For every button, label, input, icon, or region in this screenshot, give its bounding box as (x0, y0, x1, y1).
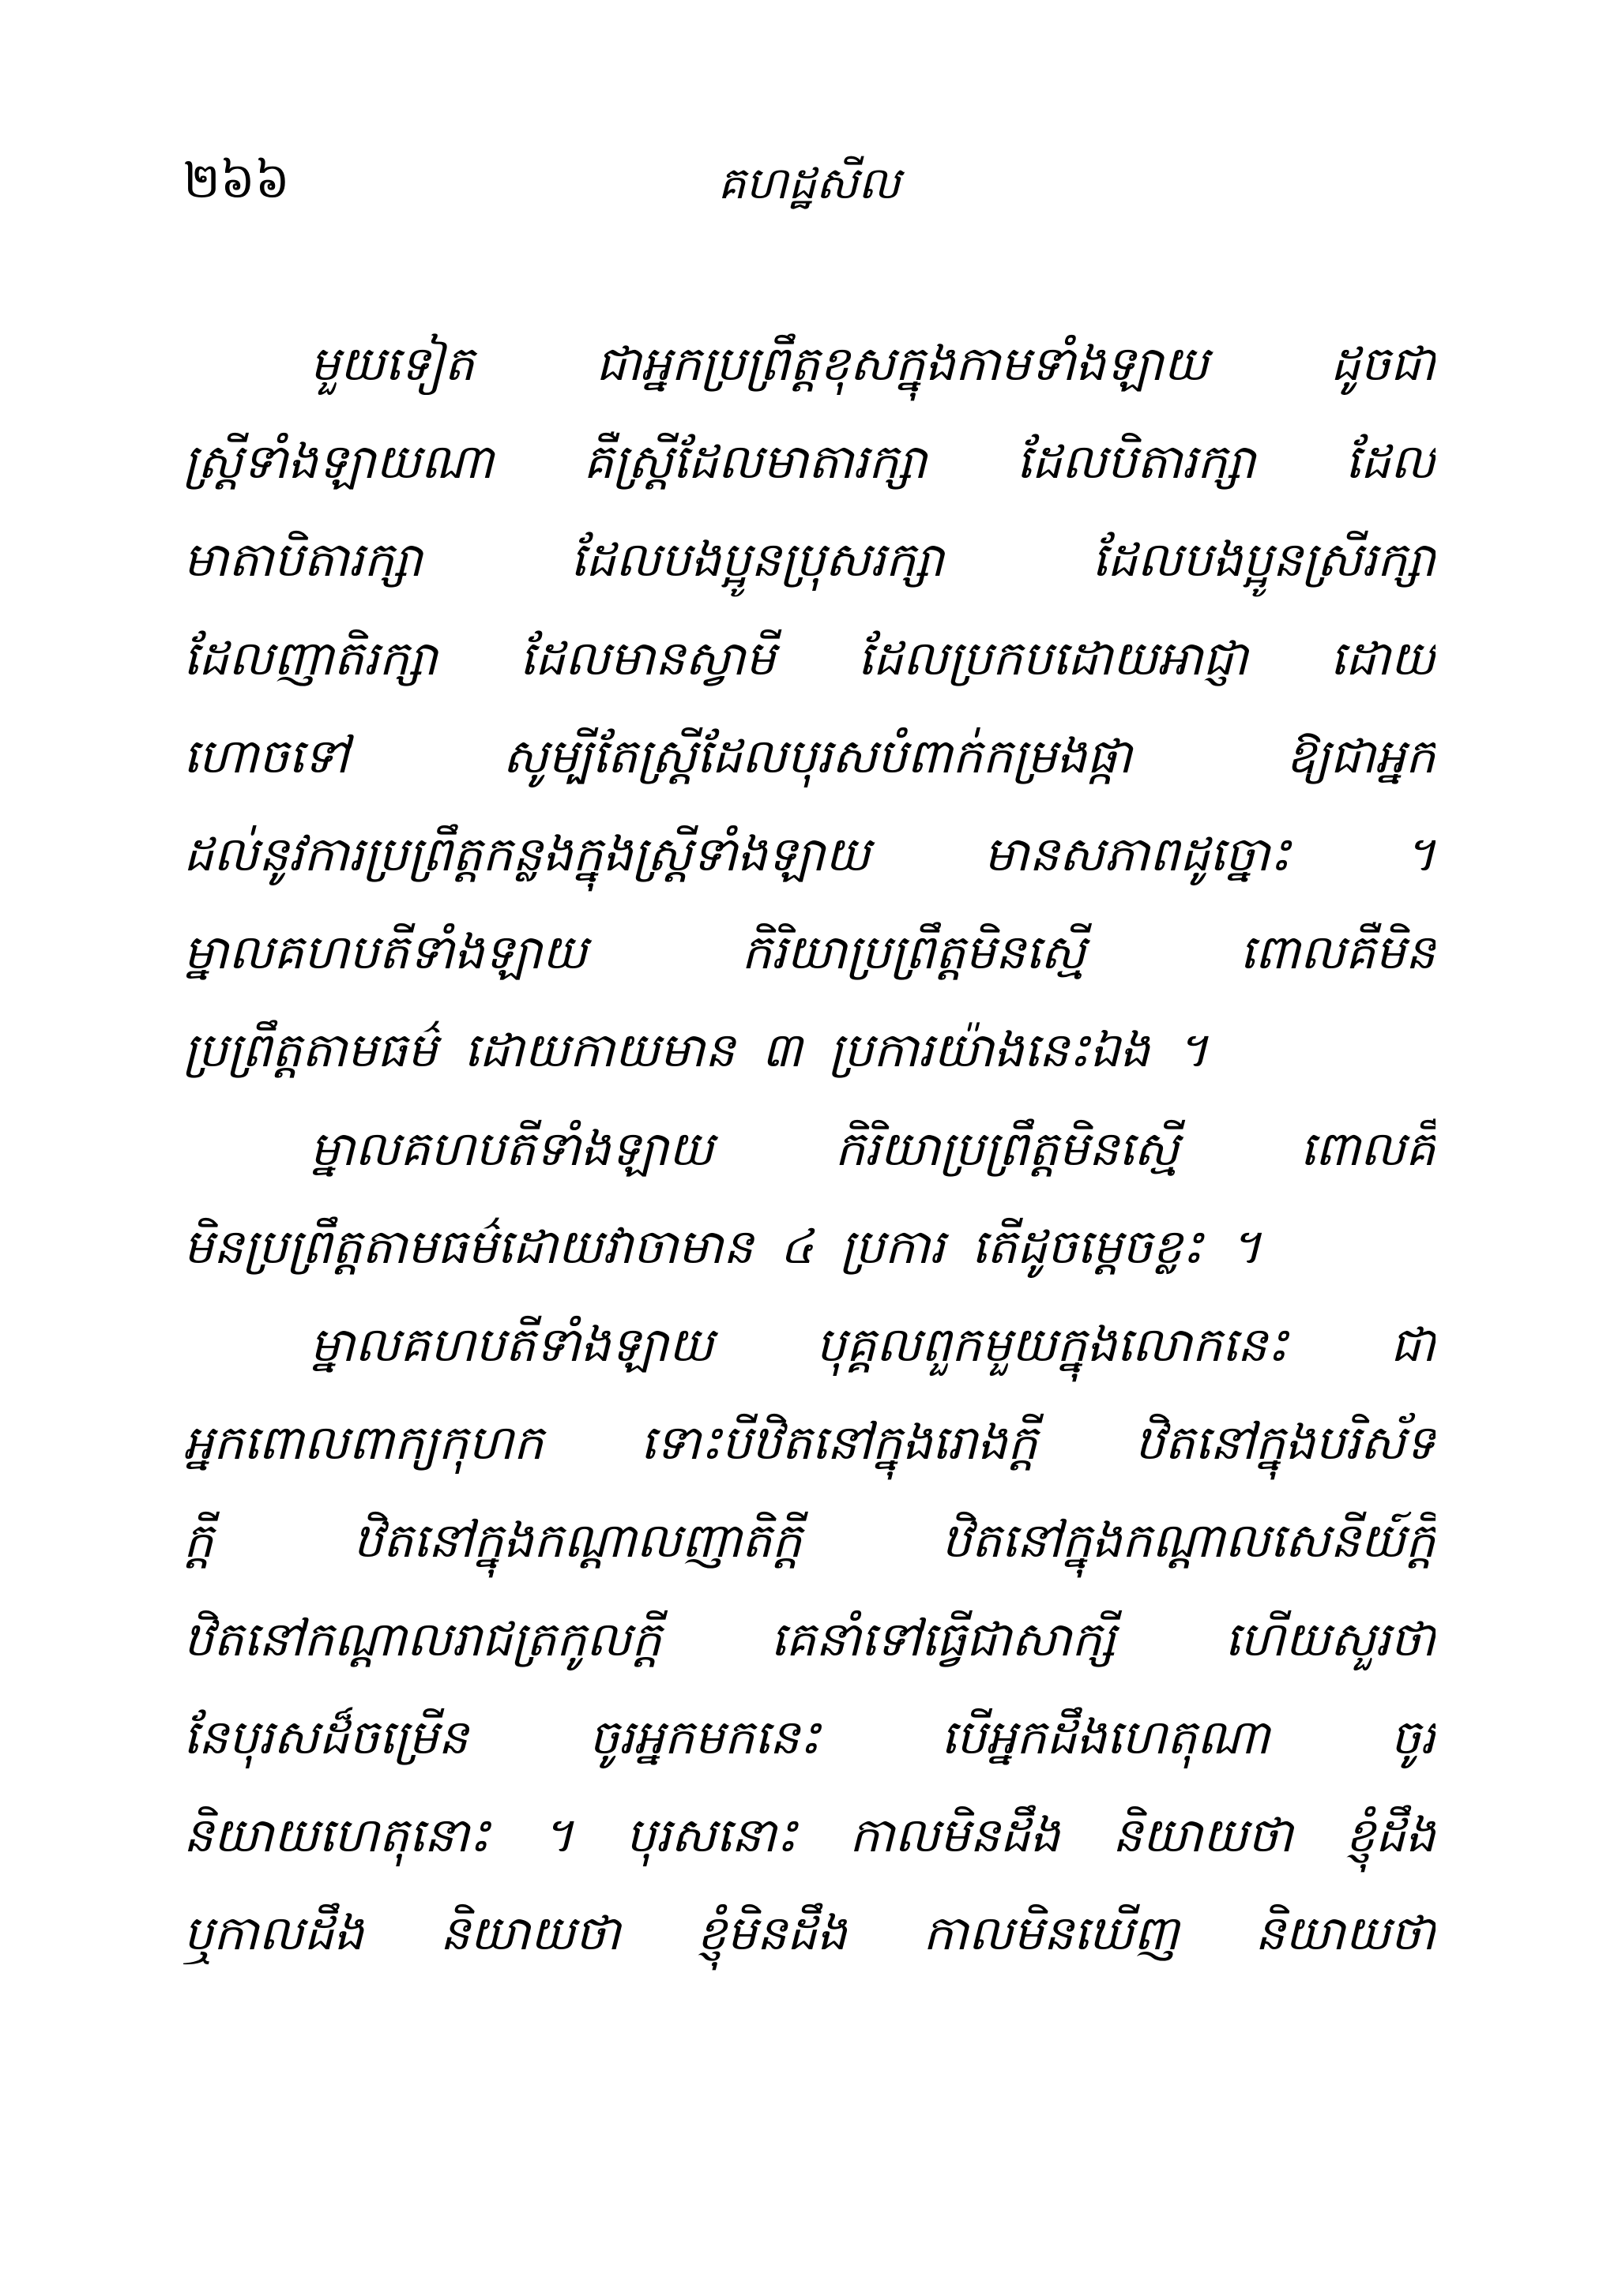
word: ដែលប្រកបដោយអាជ្ញា (857, 630, 1248, 686)
word: ដែលបិតារក្សា (1016, 434, 1256, 490)
word: ដោយ (1330, 630, 1436, 686)
word: ឋិតនៅក្នុងកណ្តាលញាតិក្តី (352, 1513, 802, 1569)
text-line (183, 908, 1436, 1006)
text-line (183, 1301, 1436, 1399)
word: គេនាំទៅធ្វើជាសាក្សី (770, 1611, 1116, 1667)
word: ម្នាលគហបតីទាំងឡាយ (310, 1121, 714, 1177)
word: ខ្ញុំមិនដឹង (696, 1906, 848, 1962)
word: ដែលបងប្អូនប្រុសរក្សា (570, 532, 944, 588)
word: ។ (1404, 827, 1436, 883)
word: និយាយថា (1112, 1807, 1293, 1863)
word: ដោយកាយមាន (464, 1023, 736, 1079)
text-line (183, 516, 1436, 614)
text-line (183, 1693, 1436, 1791)
word: ម្នាលគហបតីទាំងឡាយ (183, 925, 588, 981)
word: បើអ្នកដឹងហេតុណា (941, 1709, 1270, 1765)
word: ឬកាលដឹង (183, 1906, 364, 1962)
word: ឋិតនៅក្នុងកណ្តាលសេនីយ៍ក្តី (941, 1513, 1436, 1569)
word: កាលមិនដឹង (849, 1807, 1060, 1863)
word: ប្រការ (840, 1219, 945, 1275)
word: មិនប្រព្រឹត្តតាមធម៌ដោយវាចាមាន (183, 1219, 754, 1275)
word: ប្រព្រឹត្តតាមធម៌ (183, 1023, 438, 1079)
word: មានសភាពដូច្នោះ (984, 827, 1291, 883)
word: និយាយថា (439, 1906, 621, 1962)
text-line (183, 614, 1436, 712)
word: ។ (1229, 1219, 1262, 1275)
text-line (183, 1203, 1436, 1301)
word: ពោលគឺ (1300, 1121, 1436, 1177)
body-text (183, 320, 1436, 1987)
word: ចូរអ្នកមកនេះ (589, 1709, 821, 1765)
text-line (183, 1791, 1436, 1889)
word: កិរិយាប្រព្រឹត្តមិនស្មើ (834, 1121, 1180, 1177)
word: ក្តី (183, 1513, 214, 1569)
word: នែបុរសដ៏ចម្រើន (183, 1709, 468, 1765)
word: ប្រការយ៉ាងនេះឯង (829, 1023, 1150, 1079)
word: ខ្ញុំដឹង (1345, 1807, 1436, 1863)
text-line (183, 810, 1436, 908)
word: ទោះបីឋិតនៅក្នុងរោងក្តី (640, 1415, 1038, 1471)
word: តើដូចម្តេចខ្លះ (971, 1219, 1203, 1275)
text-line (183, 1006, 1436, 1104)
word: មាតាបិតារក្សា (183, 532, 423, 588)
text-line (183, 320, 1436, 418)
word: បុគ្គលពួកមួយក្នុងលោកនេះ (815, 1317, 1289, 1373)
word: ជា (1390, 1317, 1436, 1373)
page-number: ២៦៦ (183, 152, 290, 209)
word: ចូរ (1390, 1709, 1436, 1765)
word: ហោចទៅ (183, 728, 349, 784)
word: ដែល (1345, 434, 1436, 490)
word: ដែលញាតិរក្សា (183, 630, 438, 686)
word: បុរសនោះ (626, 1807, 797, 1863)
text-line (183, 1399, 1436, 1497)
text-line (183, 1497, 1436, 1595)
word: ដូចជា (1330, 336, 1436, 393)
text-line (183, 1889, 1436, 1987)
word: ៣ (762, 1023, 803, 1079)
word: ដែលមានស្វាមី (519, 630, 776, 686)
word: ឱ្យជាអ្នក (1285, 728, 1436, 784)
word: កិរិយាប្រព្រឹត្តមិនស្មើ (741, 925, 1086, 981)
word: ដែលបងប្អូនស្រីរក្សា (1092, 532, 1436, 588)
text-line (183, 1105, 1436, 1203)
word: ម្នាលគហបតីទាំងឡាយ (310, 1317, 714, 1373)
word: គឺស្ត្រីដែលមាតារក្សា (583, 434, 928, 490)
word: អ្នកពោលពាក្យកុហក (183, 1415, 544, 1471)
word: ឋិតនៅក្នុងបរិស័ទ (1134, 1415, 1436, 1471)
word: ។ (1176, 1023, 1209, 1079)
word: ហើយសួរថា (1225, 1611, 1436, 1667)
word: ស្ត្រីទាំងឡាយណា (183, 434, 494, 490)
word: ដល់នូវការប្រព្រឹត្តកន្លងក្នុងស្ត្រីទាំងឡាយ (183, 827, 871, 883)
word: កាលមិនឃើញ (923, 1906, 1180, 1962)
running-title: គហដ្ឋសីល (717, 158, 901, 209)
word: ពោលគឺមិន (1240, 925, 1436, 981)
text-line (183, 712, 1436, 810)
word: ។ (542, 1807, 574, 1863)
word: ជាអ្នកប្រព្រឹត្តខុសក្នុងកាមទាំងឡាយ (596, 336, 1209, 393)
word: មួយទៀត (310, 336, 475, 393)
word: និយាយថា (1255, 1906, 1436, 1962)
word: ៤ (780, 1219, 814, 1275)
word: និយាយហេតុនោះ (183, 1807, 491, 1863)
text-line (183, 418, 1436, 516)
word: ឋិតនៅកណ្តាលរាជត្រកូលក្តី (183, 1611, 662, 1667)
text-line (183, 1595, 1436, 1693)
word: សូម្បីតែស្ត្រីដែលបុរសបំពាក់កម្រងផ្កា (502, 728, 1132, 784)
